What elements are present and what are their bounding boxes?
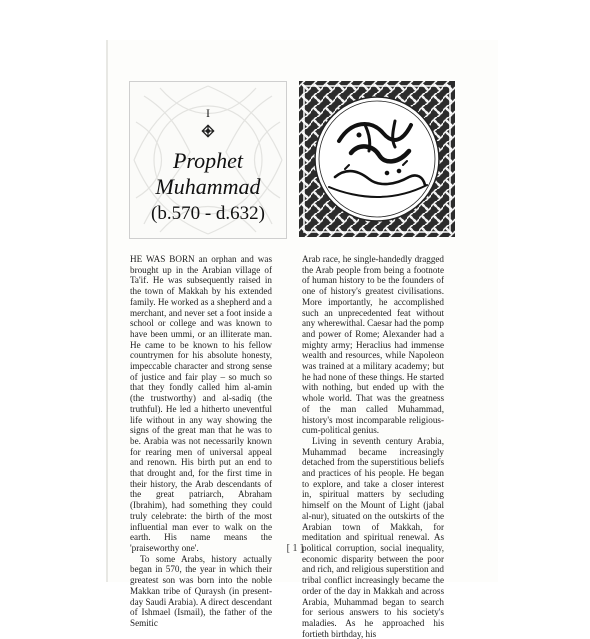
chapter-title-line-2: Muhammad bbox=[155, 174, 261, 199]
paragraph: Arab race, he single-handedly dragged the Arab people from being a footnote of human history to be the founders of one of history's greatest civilisations. More importantly, he accomplished such an unprecedented feat without any wherewithal. Caesar had the pomp and power of Rome; Alexander had a mighty army; Heraclius had immense wealth and resources, while Napoleon was trained at a military academy; but he had none of these things. He started with nothing, but ended up with the whole world. That was the greatness of the man called Muhammad, history's most incomparable religious-cum-political genius. bbox=[302, 254, 444, 436]
paragraph: Living in seventh century Arabia, Muhammad became increasingly detached from the superstitious beliefs and practices of his people. He began to explore, and take a closer interest in, spiritual matters by secluding himself on the Mount of Light (jabal al-nur), situated on the outskirts of the Arabian town of Makkah, for meditation and spiritual renewal. As political corruption, social inequality, economic disparity between the poor and rich, and religious superstition and tribal conflict increasingly became the order of the day in Makkah and across Arabia, Muhammad began to search for serious answers to his society's maladies. As he approached his fortieth birthday, his bbox=[302, 435, 444, 639]
paragraph: HE WAS BORN an orphan and was brought up in the Arabian village of Ta'if. He was subsequently raised in the town of Makkah by his extended family. He worked as a shepherd and a merchant, and never set a foot inside a school or college and was known to have been ummi, or an illiterate man. He came to be known to his fellow countrymen for his absolute honesty, impeccable character and strong sense of justice and fair play – so much so that they fondly called him al-amin (the trustworthy) and al-sadiq (the truthful). He led a hitherto uneventful life without in any way showing the signs of the great man that he was to be. Arabia was not necessarily known for rearing men of universal appeal and renown. His birth put an end to that drought and, for the first time in their history, the Arab descendants of the great patriarch, Abraham (Ibrahim), had something they could truly celebrate: the birth of the most influential man ever to walk on the earth. His name means the 'praiseworthy one'. bbox=[130, 254, 272, 553]
knot-ornament-icon bbox=[200, 123, 216, 139]
chapter-title-line-1: Prophet bbox=[172, 148, 244, 173]
body-column-left bbox=[130, 254, 272, 629]
calligraphy-illustration bbox=[299, 81, 455, 237]
body-column-right bbox=[302, 254, 444, 639]
chapter-title-panel bbox=[129, 81, 287, 239]
chapter-number: I bbox=[206, 106, 210, 120]
page-number: [ 1 ] bbox=[286, 543, 304, 554]
chapter-dates: (b.570 - d.632) bbox=[151, 203, 265, 224]
paragraph: To some Arabs, history actually began in 570, the year in which their greatest son was born into the noble Makkan tribe of Quraysh (in present-day Saudi Arabia). A direct descendant of Ishmael (Ismail), the father of the Semitic bbox=[130, 553, 272, 628]
